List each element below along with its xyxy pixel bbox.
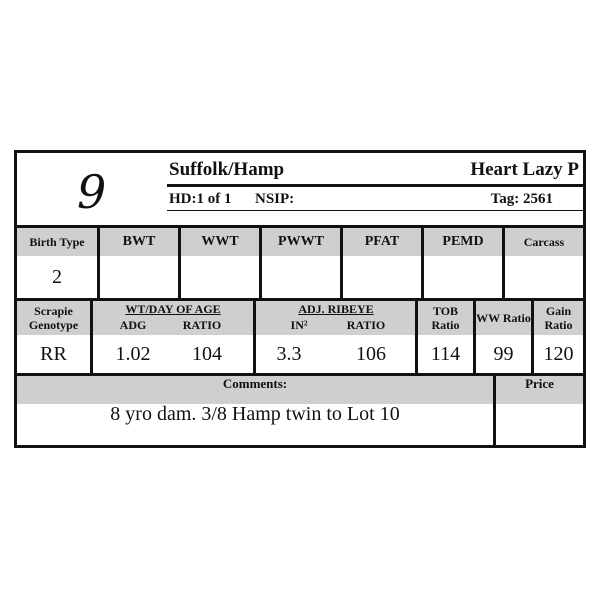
in2-header: IN² [290, 318, 308, 332]
pfat-value [343, 256, 421, 298]
adg-value: 1.02 [115, 342, 151, 365]
price-divider [493, 373, 496, 448]
adj-ribeye-header: ADJ. RIBEYE [298, 302, 374, 316]
wwt-value [181, 256, 259, 298]
pemd-value [424, 256, 502, 298]
nsip-label: NSIP: [255, 191, 295, 207]
tob-value: 114 [430, 342, 461, 365]
carcass-header: Carcass [523, 235, 565, 249]
breed-label: Suffolk/Hamp [169, 159, 285, 180]
consignor-name: Heart Lazy P [470, 159, 579, 180]
tob-ratio-header: TOB Ratio [431, 304, 460, 332]
pfat-header: PFAT [364, 234, 400, 249]
gain-value: 120 [543, 342, 574, 365]
lot-number: 9 [77, 165, 107, 219]
row1-divider [97, 225, 100, 299]
sale-lot-card [14, 150, 586, 448]
row1-divider [178, 225, 181, 299]
row1-divider [259, 225, 262, 299]
tag-label: Tag: 2561 [490, 191, 553, 207]
adg-header: ADG [119, 318, 147, 332]
header-divider [167, 210, 586, 211]
wt-ratio-header: RATIO [182, 318, 222, 332]
scrapie-value: RR [40, 342, 67, 365]
row2-divider [473, 298, 476, 375]
birth-type-header: Birth Type [29, 235, 85, 249]
wt-ratio-value: 104 [192, 342, 222, 365]
bwt-value [100, 256, 178, 298]
bwt-header: BWT [122, 234, 156, 249]
ww-value: 99 [493, 342, 514, 365]
birth-type-value: 2 [52, 265, 62, 288]
row1-divider [340, 225, 343, 299]
comments-text: 8 yro dam. 3/8 Hamp twin to Lot 10 [110, 403, 400, 425]
wt-day-of-age-header: WT/DAY OF AGE [125, 302, 221, 316]
hd-label: HD:1 of 1 [169, 191, 232, 207]
row1-divider [421, 225, 424, 299]
price-header: Price [525, 376, 554, 391]
header-underline [167, 184, 586, 187]
row2-divider [253, 298, 256, 375]
comments-header: Comments: [222, 376, 288, 391]
row1-divider [502, 225, 505, 299]
row2-divider [531, 298, 534, 375]
carcass-value [505, 256, 583, 298]
scrapie-genotype-header: Scrapie Genotype [28, 304, 79, 332]
pwwt-header: PWWT [278, 234, 324, 249]
ribeye-ratio-value: 106 [356, 342, 386, 365]
pwwt-value [262, 256, 340, 298]
ribeye-ratio-header: RATIO [346, 318, 386, 332]
gain-ratio-header: Gain Ratio [544, 304, 573, 332]
row2-divider [90, 298, 93, 375]
row2-divider [415, 298, 418, 375]
ww-ratio-header: WW Ratio [476, 311, 531, 325]
pemd-header: PEMD [442, 234, 484, 249]
wwt-header: WWT [201, 234, 239, 249]
in2-value: 3.3 [276, 342, 302, 365]
